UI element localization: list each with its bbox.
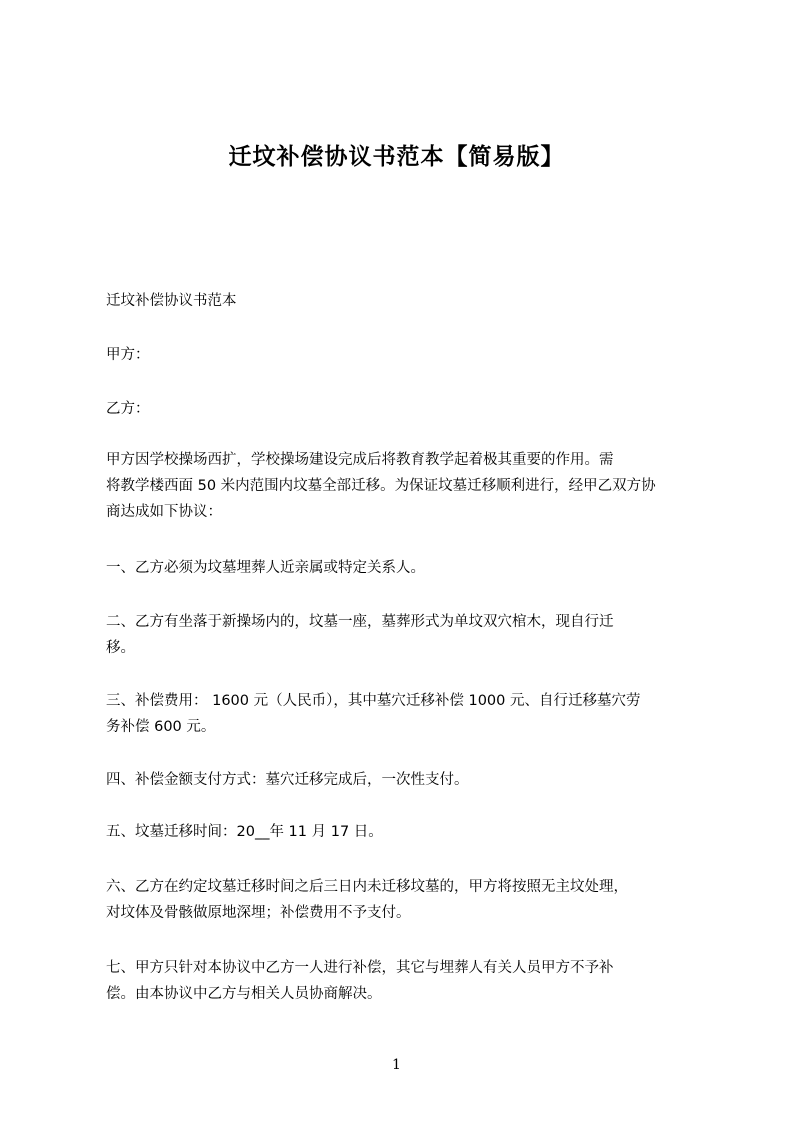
paragraph-clause-3 (106, 688, 700, 740)
paragraph-line: 二、乙方有坐落于新操场内的，坟墓一座，墓葬形式为单坟双穴棺木，现自行迁 (106, 614, 614, 630)
paragraph-subtitle (106, 288, 700, 314)
paragraph-clause-7 (106, 955, 700, 1007)
paragraph-clause-1 (106, 555, 700, 581)
paragraph-clause-2 (106, 609, 700, 661)
paragraph-line: 五、坟墓迁移时间：20__年 11 月 17 日。 (106, 824, 383, 840)
paragraph-line: 商达成如下协议： (106, 504, 222, 520)
paragraph-line: 务补偿 600 元。 (106, 719, 216, 735)
paragraph-line: 甲方因学校操场西扩，学校操场建设完成后将教育教学起着极其重要的作用。需 (106, 452, 614, 468)
paragraph-clause-6 (106, 874, 700, 926)
paragraph-line: 将教学楼西面 50 米内范围内坟墓全部迁移。为保证坟墓迁移顺利进行，经甲乙双方协 (106, 478, 656, 494)
paragraph-line: 偿。由本协议中乙方与相关人员协商解决。 (106, 986, 382, 1002)
paragraph-clause-5 (106, 819, 700, 845)
paragraph-line: 对坟体及骨骸做原地深埋；补偿费用不予支付。 (106, 905, 411, 921)
page-number: 1 (392, 1057, 401, 1073)
paragraph-party-a (106, 342, 700, 368)
paragraph-line: 甲方： (106, 347, 150, 363)
paragraph-line: 乙方： (106, 401, 150, 417)
paragraph-party-b (106, 396, 700, 422)
document-title: 迁坟补偿协议书范本【简易版】 (228, 144, 565, 170)
paragraph-line: 七、甲方只针对本协议中乙方一人进行补偿，其它与埋葬人有关人员甲方不予补 (106, 960, 614, 976)
paragraph-line: 三、补偿费用： 1600 元（人民币），其中墓穴迁移补偿 1000 元、自行迁移墓穴劳 (106, 693, 641, 709)
paragraph-preamble (106, 447, 700, 525)
paragraph-line: 六、乙方在约定坟墓迁移时间之后三日内未迁移坟墓的，甲方将按照无主坟处理， (106, 879, 628, 895)
paragraph-line: 迁坟补偿协议书范本 (106, 293, 237, 309)
paragraph-clause-4 (106, 767, 700, 793)
paragraph-line: 移。 (106, 640, 135, 656)
paragraph-line: 一、乙方必须为坟墓埋葬人近亲属或特定关系人。 (106, 560, 425, 576)
paragraph-line: 四、补偿金额支付方式：墓穴迁移完成后，一次性支付。 (106, 772, 469, 788)
